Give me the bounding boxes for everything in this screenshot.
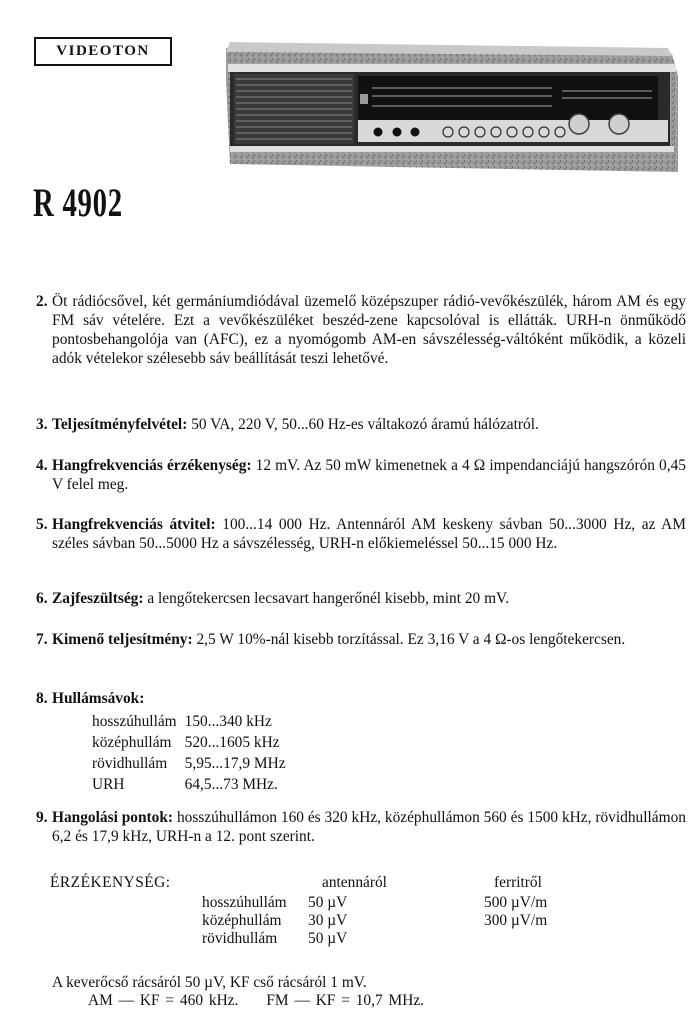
spec-item-9: 9. Hangolási pontok: hosszúhullámon 160 és 320 kHz, középhullámon 560 és 1500 kHz, rövidhullámon 6,2 és 17,9 kHz, URH-n a 12. pont szerint.: [36, 809, 686, 845]
spec-text: 2,5 W 10%-nál kisebb torzítással. Ez 3,16 V a 4 Ω-os lengőtekercsen.: [196, 631, 626, 648]
band-row: URH 64,5...73 MHz.: [92, 776, 278, 793]
footer-note: A keverőcső rácsáról 50 µV, KF cső rácsáról 1 mV.: [52, 974, 367, 991]
spec-text: 12 mV. Az 50 mW kimenetnek a 4 Ω impendanciájú hangszórón 0,45 V felel meg.: [52, 457, 686, 493]
spec-item-4: 4. Hangfrekvenciás érzékenység: 12 mV. Az 50 mW kimenetnek a 4 Ω impendanciájú hangszórón 0,45 V felel meg.: [36, 457, 686, 493]
sensitivity-col-antenna: antennáról: [322, 874, 387, 891]
spec-text: 50 VA, 220 V, 50...60 Hz-es váltakozó áramú hálózatról.: [191, 416, 539, 433]
spec-text: 100...14 000 Hz. Antennáról AM keskeny sávban 50...3000 Hz, az AM széles sávban 50...5000 Hz a sávszélesség, URH-n előkiemeléssel 50...15 000 Hz.: [52, 516, 686, 552]
sensitivity-title: ÉRZÉKENYSÉG:: [50, 874, 171, 891]
sensitivity-table: [202, 894, 547, 948]
wavebands-table: [90, 710, 292, 796]
tuning-dial: [358, 76, 658, 120]
spec-title: Kimenő teljesítmény:: [52, 631, 193, 648]
spec-item-7: 7. Kimenő teljesítmény: 2,5 W 10%-nál kisebb torzítással. Ez 3,16 V a 4 Ω-os lengőtekercsen.: [36, 631, 626, 648]
band-row: középhullám 520...1605 kHz: [92, 734, 280, 751]
spec-text: Öt rádiócsővel, két germániumdiódával üzemelő középszuper rádió-vevőkészülék, három AM és egy FM sáv vételére. Ezt a vevőkészüléket beszéd-zene kapcsolóval is ellátták. URH-n önműködő pontosbehangolója van (AFC), ez a nyomógomb AM-en sávszélesség-váltóként működik, a közeli adók vételekor szélesebb sáv beállítását teszi lehetővé.: [52, 293, 686, 367]
brand-name: VIDEOTON: [56, 43, 150, 59]
sensitivity-row: hosszúhullám 50 µV 500 µV/m: [202, 894, 548, 911]
spec-title: Hangfrekvenciás érzékenység:: [52, 457, 252, 474]
spec-item-8: 8. Hullámsávok:: [36, 690, 145, 707]
spec-title: Hangfrekvenciás átvitel:: [52, 516, 216, 533]
spec-title: Hullámsávok:: [52, 690, 145, 707]
spec-text: a lengőtekercsen lecsavart hangerőnél kisebb, mint 20 mV.: [147, 590, 510, 607]
spec-title: Zajfeszültség:: [52, 590, 144, 607]
speaker-grille: [234, 74, 354, 144]
radio-photo: [222, 36, 678, 172]
footer-if-frequencies: [88, 991, 424, 1010]
band-row: rövidhullám 5,95...17,9 MHz: [92, 755, 286, 772]
brand-label: [34, 37, 172, 66]
push-buttons: [374, 128, 420, 137]
spec-item-5: 5. Hangfrekvenciás átvitel: 100...14 000 Hz. Antennáról AM keskeny sávban 50...3000 Hz, az AM széles sávban 50...5000 Hz a sávszélesség, URH-n előkiemeléssel 50...15 000 Hz.: [36, 516, 686, 552]
sensitivity-col-ferrite: ferritről: [494, 874, 542, 891]
band-row: hosszúhullám 150...340 kHz: [92, 713, 272, 730]
spec-item-6: 6. Zajfeszültség: a lengőtekercsen lecsavart hangerőnél kisebb, mint 20 mV.: [36, 590, 510, 607]
fm-if: FM — KF = 10,7 MHz.: [266, 992, 424, 1009]
sensitivity-row: középhullám 30 µV 300 µV/m: [202, 912, 548, 929]
spec-text: hosszúhullámon 160 és 320 kHz, középhullámon 560 és 1500 kHz, rövidhullámon 6,2 és 17,9 kHz, URH-n a 12. pont szerint.: [52, 809, 686, 845]
spec-title: Teljesítményfelvétel:: [52, 416, 188, 433]
model-title: R 4902: [33, 180, 123, 225]
am-if: AM — KF = 460 kHz.: [88, 992, 239, 1009]
spec-title: Hangolási pontok:: [52, 809, 174, 826]
spec-item-2: 2. Öt rádiócsővel, két germániumdiódával üzemelő középszuper rádió-vevőkészülék, három AM és egy FM sáv vételére. Ezt a vevőkészüléket beszéd-zene kapcsolóval is ellátták. URH-n önműködő pontosbehangolója van (AFC), ez a nyomógomb AM-en sávszélesség-váltóként működik, a közeli adók vételekor szélesebb sáv beállítását teszi lehetővé.: [36, 293, 686, 367]
spec-item-3: 3. Teljesítményfelvétel: 50 VA, 220 V, 50...60 Hz-es váltakozó áramú hálózatról.: [36, 416, 539, 433]
sensitivity-row: rövidhullám 50 µV: [202, 930, 348, 947]
